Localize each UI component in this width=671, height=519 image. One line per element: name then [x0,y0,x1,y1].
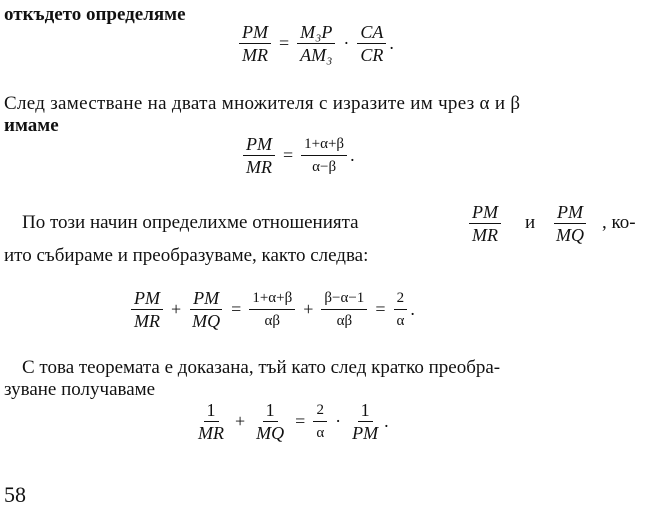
denominator: αβ [336,313,353,329]
numerator: 1 [263,400,278,422]
equals-sign: = [375,299,386,319]
plus-sign: + [303,299,314,319]
equals-sign: = [231,299,242,319]
numerator: PM [469,202,501,224]
numerator: PM [131,288,163,310]
equation-4 [192,400,389,443]
text-line-2: След заместване на двата множителя с изразите им чрез α и β [4,93,521,114]
fraction [239,22,271,65]
denominator: AM₃ [300,45,333,65]
plus-sign: + [235,411,246,431]
equals-sign: = [279,33,290,53]
multiply-dot: · [343,33,350,53]
numerator: PM [190,288,222,310]
text-line-4c: , ко- [602,212,636,233]
denominator: MQ [556,225,584,245]
multiply-dot: · [335,411,342,431]
equals-sign: = [295,411,306,431]
numerator: 1 [358,400,373,422]
fraction [189,288,223,331]
inline-fraction-2 [550,202,590,245]
fraction [301,134,347,177]
text-line-5: ито събираме и преобразуваме, както следва: [4,245,369,266]
denominator: PM [352,423,379,443]
numerator: 2 [394,288,408,310]
numerator: 1+α+β [301,134,347,156]
equation-1 [236,22,394,65]
numerator: PM [243,134,275,156]
denominator: MQ [192,311,221,331]
fraction [357,22,386,65]
numerator: M₃P [297,22,335,44]
fraction [469,202,501,245]
fraction [393,288,407,331]
numerator: β−α−1 [321,288,367,310]
inline-fraction-1 [466,202,504,245]
denominator: MR [242,45,268,65]
denominator: MR [198,423,224,443]
period: . [384,411,389,431]
denominator: MR [472,225,498,245]
numerator: PM [554,202,586,224]
equation-3 [128,288,415,331]
text-line-7: зуване получаваме [4,379,156,400]
fraction [249,288,295,331]
fraction [349,400,381,443]
fraction [297,22,335,65]
numerator: CA [357,22,386,44]
numerator: PM [239,22,271,44]
text-line-4a: По този начин определихме отношенията [22,212,359,233]
period: . [389,33,394,53]
text-line-3: имаме [4,115,59,136]
period: . [410,299,415,319]
page-number: 58 [4,482,26,507]
text-line-1: откъдето определяме [4,4,186,25]
denominator: αβ [264,313,281,329]
numerator: 1 [204,400,219,422]
period: . [350,145,355,165]
denominator: MQ [256,423,285,443]
numerator: 2 [313,400,327,422]
denominator: MR [246,157,272,177]
denominator: α [396,313,405,329]
text-line-4b: и [525,212,536,233]
fraction [313,400,327,443]
fraction [253,400,287,443]
numerator: 1+α+β [249,288,295,310]
fraction [243,134,275,177]
text-line-6: С това теоремата е доказана, тъй като след кратко преобра- [22,357,501,378]
fraction [195,400,227,443]
fraction [553,202,587,245]
denominator: α−β [312,159,337,175]
equation-2 [240,134,355,177]
fraction [321,288,367,331]
denominator: MR [134,311,160,331]
fraction [131,288,163,331]
plus-sign: + [171,299,182,319]
denominator: α [316,425,325,441]
denominator: CR [360,45,384,65]
equals-sign: = [283,145,294,165]
